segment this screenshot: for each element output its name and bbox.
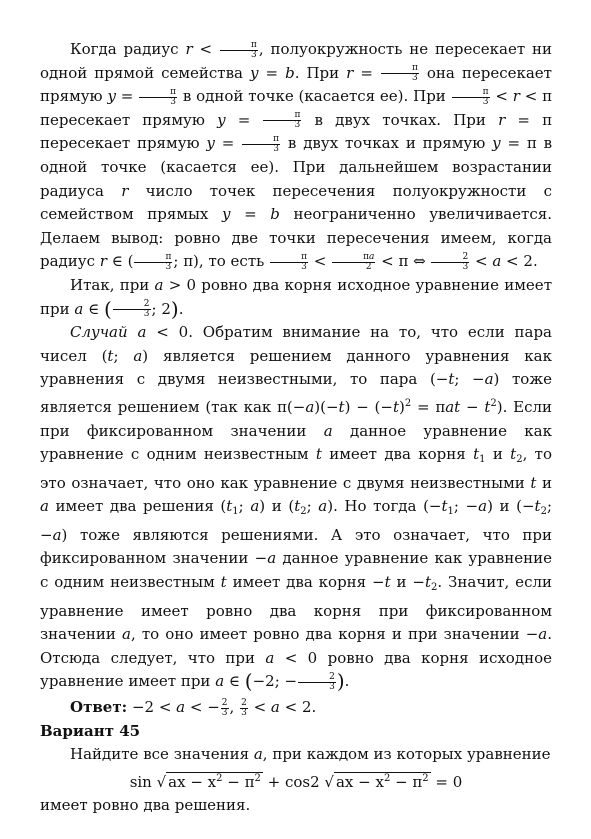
task-end: имеет ровно два решения. — [40, 796, 251, 815]
paragraph-2: Итак, при a > 0 ровно два корня исходное уравнение имеет при a ∈ ( $\frac{2}{3}$ ; 2). — [40, 275, 552, 321]
answer-line: Ответ: −2 < a < − $\frac{2}{3}$ , $\frac{2}{3}$ < a < 2. — [70, 697, 317, 718]
paragraph-3: Случай a < 0. Обратим внимание на то, что если пара чисел (t; a) является решением данного уравнения как уравнения с двумя неизвестными, то пара (−t; −a) тоже является решением (так как $\pi(-a)(-t) - (-t)^2 = \pi at - t^2$). Если при фиксированном значении a данное уравнение как уравнение с одним неизвестным t имеет два корня $t_1$ и $t_2$, то это означает, что оно как уравнение с двумя неизвестными t и a имеет два решения ($t_1$; a) и ($t_2$; a). Но тогда ($-t_1$; −a) и ($-t_2$; −a) тоже являются решениями. А это означает, что при фиксированном значении −a данное уравнение как уравнение с одним неизвестным t имеет два корня −t $и -t_2$. Значит, если уравнение имеет ровно два корня при фиксированном значении a, то оно имеет ровно два корня и при значении −a. Отсюда следует, что при a < 0 ровно два корня исходное уравнение имеет при a ∈ (−2; − $\frac{2}{3}$ ). — [40, 323, 553, 694]
document-body — [40, 38, 552, 818]
paragraph-1: Когда радиус r < $\frac{\pi}{3}$ , полуокружность не пересекает ни одной прямой семейства y = b. При r = $\frac{\pi}{3}$ она пересекает прямую y = $\frac{\pi}{3}$ в одной точке (касается ее). При $\frac{\pi}{3}$ < r < π пересекает прямую y = $\frac{\pi}{3}$ в двух точках. При r = π пересекает прямую y = $\frac{\pi}{3}$ в двух точках и прямую y = π в одной точке (касается ее). При дальнейшем возрастании радиуса r число точек пересечения полуокружности с семейством прямых y = b неограниченно увеличивается. Делаем вывод: ровно две точки пересечения имеем, когда радиус r ∈ ( $\frac{\pi}{3}$ ; π), то есть $\frac{\pi}{3}$ < $\frac{\pi a}{2}$ < π ⇔ $\frac{2}{3}$ < a < 2. — [40, 39, 553, 272]
task-paragraph: Найдите все значения a, при каждом из которых уравнение — [70, 745, 551, 764]
task-equation: sin √ ax − $x^2 - \pi^2 + \cos 2$ √ ax − $x^2 - \pi^2 = 0$ — [129, 772, 463, 791]
variant-heading: Вариант 45 — [40, 721, 141, 740]
